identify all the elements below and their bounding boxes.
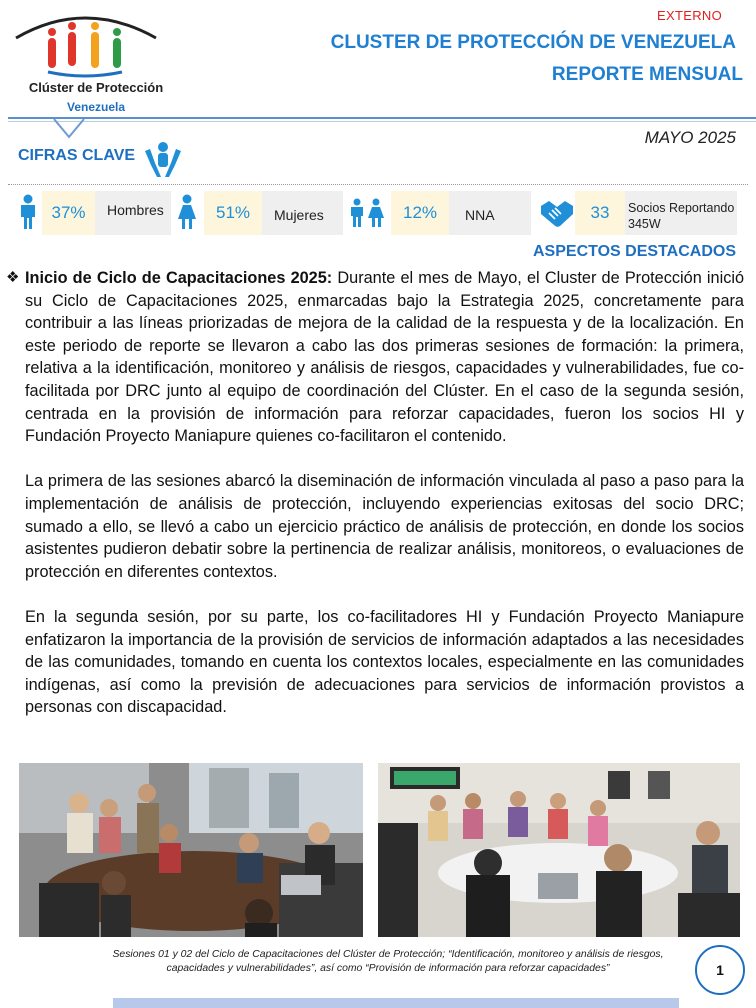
paragraph-3: En la segunda sesión, por su parte, los co-facilitadores HI y Fundación Proyecto Maniapure enfatizaron la importancia de la provisión de servicios de información adaptados a las necesidades de las comunidades, tomando en cuenta los contextos locales, especialmente en las comunidades indígenas, así como la previsión de adecuaciones para servicios de información provistos a personas con discapacidad.: [25, 607, 744, 717]
paragraph-2: La primera de las sesiones abarcó la diseminación de información vinculada al paso a paso para la implementación de análisis de protección, incluyendo experiencias exitosas del socio DRC; sumado a ello, se llevó a cabo un ejercicio práctico de análisis de protección, en donde los socios asistentes pudieron debatir sobre la pertinencia de realizar análisis, monitoreos, o evaluaciones de protección en diferentes contextos.: [25, 472, 744, 581]
logo-title: Clúster de Protección: [28, 80, 164, 95]
woman-icon: [176, 194, 198, 230]
stat-men-label: Hombres: [95, 191, 171, 235]
key-figures-heading: CIFRAS CLAVE: [18, 147, 136, 164]
stat-children-value: 12%: [391, 191, 449, 235]
chevron-down-icon: [52, 118, 86, 140]
page-number: 1: [695, 945, 745, 995]
stat-children-label: NNA: [449, 191, 531, 235]
report-title: CLUSTER DE PROTECCIÓN DE VENEZUELA: [330, 32, 736, 53]
diamond-bullet-icon: ❖: [6, 269, 20, 286]
report-subtitle: REPORTE MENSUAL: [551, 64, 743, 85]
header-divider-thin: [8, 121, 756, 122]
man-icon: [17, 194, 39, 230]
classification-label: EXTERNO: [657, 8, 722, 23]
training-session-photo-2: [378, 763, 740, 937]
report-date: MAYO 2025: [644, 128, 736, 147]
stat-women-value: 51%: [204, 191, 262, 235]
highlights-content: [25, 267, 744, 741]
stat-men-value: 37%: [42, 191, 95, 235]
logo-subtitle: Venezuela: [66, 100, 126, 114]
paragraph-1: [25, 267, 744, 448]
highlights-heading: ASPECTOS DESTACADOS: [533, 243, 736, 260]
stat-partners-label-line2: 345W: [628, 217, 661, 231]
photo-caption: Sesiones 01 y 02 del Ciclo de Capacitaciones del Clúster de Protección; “Identificación, monitoreo y análisis de riesgos, capacidades y vulnerabilidades”, así como “Provisión de información para reforzar capacidades”: [112, 949, 664, 974]
stat-partners-label: [625, 191, 737, 235]
section-divider: [8, 184, 748, 185]
lead-heading: Inicio de Ciclo de Capacitaciones 2025:: [25, 269, 333, 287]
cluster-logo: [10, 6, 164, 118]
footer-bar: [113, 998, 679, 1008]
stat-partners-value: 33: [575, 191, 625, 235]
protecting-hands-icon: [143, 139, 183, 179]
children-icon: [348, 198, 386, 228]
training-session-photo-1: [19, 763, 363, 937]
header-divider: [8, 117, 756, 119]
stat-partners-label-line1: Socios Reportando: [628, 201, 735, 215]
paragraph-1-text: Durante el mes de Mayo, el Cluster de Protección inició su Ciclo de Capacitaciones 2025, enmarcadas bajo la Estrategia 2025, concretamente para contribuir a las líneas priorizadas de mejora de la calidad de la respuesta y de la localización. En este periodo de reporte se llevaron a cabo las dos primeras sesiones de formación: la primera, relativa a la identificación, monitoreo y análisis de riesgos, capacidades y vulnerabilidades, fue co-facilitada por DRC junto al equipo de coordinación del Clúster. En el caso de la segunda sesión, centrada en la provisión de información para reforzar capacidades, fueron los socios HI y Fundación Proyecto Maniapure quienes co-facilitaron el contenido.: [25, 269, 745, 446]
handshake-icon: [540, 198, 574, 228]
stat-women-label: Mujeres: [262, 191, 343, 235]
